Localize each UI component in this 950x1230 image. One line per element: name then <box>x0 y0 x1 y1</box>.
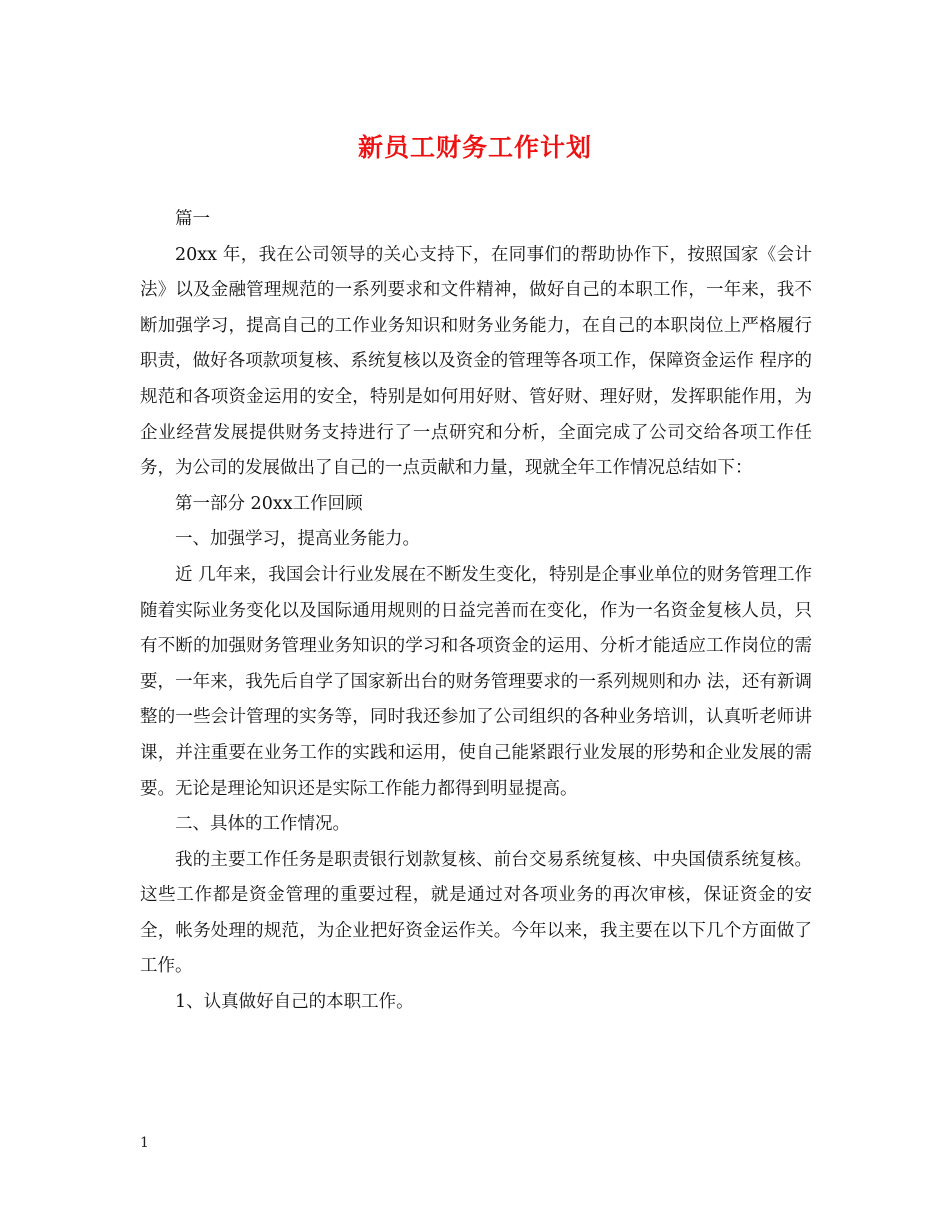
section-label: 篇一 <box>175 209 210 229</box>
document-body <box>140 202 812 1021</box>
page-number: 1 <box>140 1135 149 1151</box>
list-item-1: 1、认真做好自己的本职工作。 <box>175 992 414 1013</box>
study-paragraph: 近 几年来，我国会计行业发展在不断发生变化，特别是企事业单位的财务管理工作随着实际业务变化以及国际通用规则的日益完善而在变化，作为一名资金复核人员，只有不断的加强财务管理业务知识的学习和各项资金的运用、分析才能适应工作岗位的需要，一年来，我先后自学了国家新出台的财务管理要求的一系列规则和办 法，还有新调整的一些会计管理的实务等，同时我还参加了公司组织的各种业务培训，认真听老师讲课，并注重要在业务工作的实践和运用，使自己能紧跟行业发展的形势和企业发展的需要。无论是理论知识还是实际工作能力都得到明显提高。 <box>140 564 812 799</box>
subheading-work: 二、具体的工作情况。 <box>175 814 350 835</box>
subheading-study: 一、加强学习，提高业务能力。 <box>175 529 420 550</box>
work-paragraph: 我的主要工作任务是职责银行划款复核、前台交易系统复核、中央国债系统复核。这些工作都是资金管理的重要过程，就是通过对各项业务的再次审核，保证资金的安全，帐务处理的规范，为企业把好资金运作关。今年以来，我主要在以下几个方面做了工作。 <box>140 849 812 977</box>
document-title: 新员工财务工作计划 <box>357 133 592 162</box>
intro-paragraph: 20xx 年，我在公司领导的关心支持下，在同事们的帮助协作下，按照国家《会计法》以及金融管理规范的一系列要求和文件精神，做好自己的本职工作，一年来，我不断加强学习，提高自己的工作业务知识和财务业务能力，在自己的本职岗位上严格履行职责，做好各项款项复核、系统复核以及资金的管理等各项工作，保障资金运作 程序的规范和各项资金运用的安全，特别是如何用好财、管好财、理好财，发挥职能作用，为企业经营发展提供财务支持进行了一点研究和分析，全面完成了公司交给各项工作任务，为公司的发展做出了自己的一点贡献和力量，现就全年工作情况总结如下： <box>140 244 812 479</box>
part-heading: 第一部分 20xx工作回顾 <box>175 493 363 514</box>
